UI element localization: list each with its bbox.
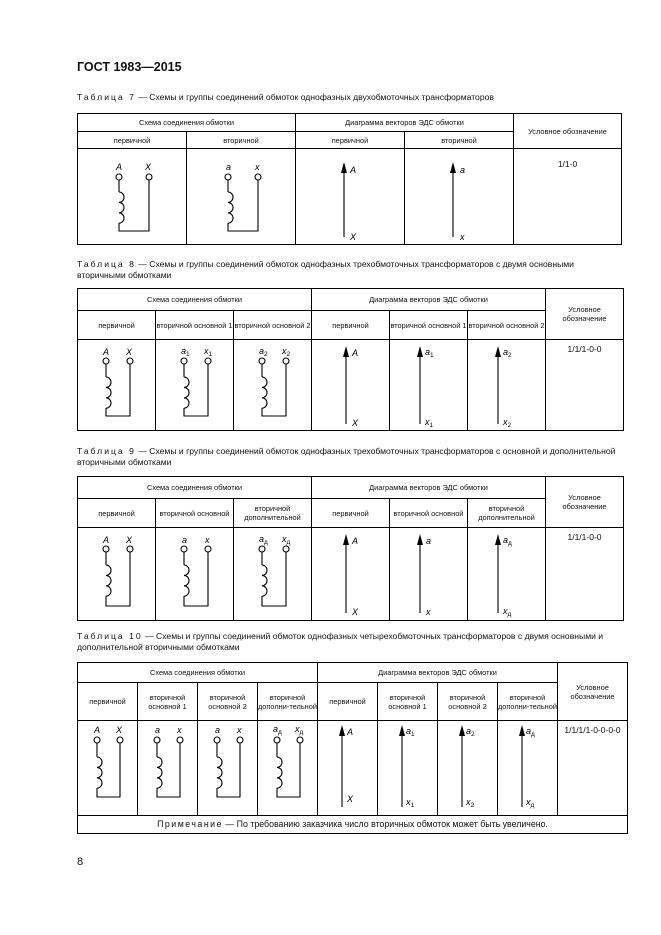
terminal-circle [146, 174, 152, 180]
terminal-label-x: x [205, 535, 210, 545]
arrow-head-icon [341, 162, 347, 173]
vector-label-x2: $x_2$ [503, 417, 512, 429]
table9-designation-header: Условное обозначение [546, 477, 624, 528]
winding-wire [97, 743, 120, 797]
table10-scheme-secondary-main2 [198, 721, 258, 816]
table8-vector-header: Диаграмма векторов ЭДС обмотки [312, 289, 546, 311]
table9-vector-secondary-main [390, 528, 468, 621]
arrow-head-icon [343, 534, 349, 545]
winding-scheme-diagram [78, 528, 155, 620]
vector-label-X: X [352, 607, 359, 617]
coil-icon [262, 377, 267, 408]
table9-number: Таблица 9 [77, 446, 136, 456]
terminal-label-X: X [145, 162, 152, 172]
vector-label-ad: $a_д$ [503, 535, 512, 547]
emf-vector-diagram [468, 340, 545, 430]
terminal-circle [103, 358, 109, 364]
table8-scheme-primary [78, 340, 156, 431]
document-header: ГОСТ 1983—2015 [77, 60, 182, 74]
emf-vector-diagram [312, 340, 389, 430]
table10-designation-header: Условное обозначение [558, 663, 628, 721]
table10-scheme-secondary-additional [258, 721, 318, 816]
table9-col-primary: первичной [78, 499, 156, 528]
emf-vector-diagram [390, 340, 467, 430]
table10-col-primary: первичной [78, 683, 138, 721]
vector-label-a: a [426, 536, 432, 546]
terminal-circle [255, 174, 261, 180]
winding-wire [106, 552, 130, 606]
winding-wire [184, 552, 208, 606]
vector-label-x2: $x_2$ [466, 797, 475, 809]
table10-designation-value: 1/1/1/1-0-0-0-0 [564, 725, 621, 735]
terminal-circle [237, 737, 243, 743]
coil-icon [184, 377, 189, 408]
table10-vector-secondary-additional [498, 721, 558, 816]
vector-label-X: X [352, 418, 359, 428]
vector-label-a1: $a_1$ [406, 726, 415, 738]
terminal-label-X: X [126, 347, 133, 357]
winding-wire [262, 364, 286, 416]
vector-label-A: A [352, 536, 359, 546]
table10-note [78, 816, 628, 834]
table9-vector-header: Диаграмма векторов ЭДС обмотки [312, 477, 546, 499]
coil-icon [106, 565, 111, 596]
table8-col-primary-vector: первичной [312, 311, 390, 340]
table9-designation-value: 1/1/1-0-0 [567, 532, 602, 542]
table9-col-secondary-additional-vector: вторичной дополнительной [468, 499, 546, 528]
coil-icon [184, 565, 189, 596]
emf-vector-diagram [498, 721, 557, 815]
vector-label-ad: $a_д$ [526, 726, 535, 738]
table8-vector-secondary-main2 [468, 340, 546, 431]
page-number: 8 [77, 856, 84, 868]
winding-scheme-diagram [78, 149, 186, 244]
winding-scheme-diagram [156, 528, 233, 620]
arrow-head-icon [450, 162, 456, 173]
coil-icon [106, 377, 111, 408]
table8-designation-cell [546, 340, 624, 431]
table10-col-secondary-main1-vector: вторичной основной 1 [378, 683, 438, 721]
table9-title: — Схемы и группы соединений обмоток однофазных трехобмоточных трансформаторов с основной и дополнительной вторичными обмотками [77, 446, 616, 467]
terminal-circle [177, 737, 183, 743]
table8-scheme-secondary-main1 [156, 340, 234, 431]
terminal-circle [127, 358, 133, 364]
arrow-head-icon [519, 725, 525, 736]
coil-icon [119, 192, 124, 223]
coil-icon [262, 565, 267, 596]
winding-wire [262, 552, 286, 606]
table7 [77, 113, 622, 245]
emf-vector-diagram [390, 528, 467, 620]
terminal-circle [205, 546, 211, 552]
table9-scheme-secondary-main [156, 528, 234, 621]
emf-vector-diagram [312, 528, 389, 620]
terminal-circle [94, 737, 100, 743]
table9-col-secondary-main: вторичной основной [156, 499, 234, 528]
terminal-label-a2: $a_2$ [259, 346, 268, 358]
arrow-head-icon [459, 725, 465, 736]
table8-vector-primary [312, 340, 390, 431]
table7-caption [77, 92, 617, 103]
table10-vector-header: Диаграмма векторов ЭДС обмотки [318, 663, 558, 683]
terminal-label-x: x [177, 725, 182, 735]
table9-col-secondary-additional: вторичной дополнительной [234, 499, 312, 528]
vector-label-a: a [460, 165, 466, 175]
emf-vector-diagram [296, 149, 404, 244]
terminal-circle [225, 174, 231, 180]
terminal-label-ad: $a_д$ [259, 534, 268, 546]
table8-col-primary: первичной [78, 311, 156, 340]
terminal-circle [297, 737, 303, 743]
winding-scheme-diagram [78, 340, 155, 430]
table8-col-secondary-main1-vector: вторичной основной 1 [390, 311, 468, 340]
winding-wire [106, 364, 130, 416]
arrow-head-icon [417, 346, 423, 357]
coil-icon [97, 757, 102, 788]
table10-vector-secondary-main2 [438, 721, 498, 816]
table8-scheme-secondary-main2 [234, 340, 312, 431]
terminal-circle [116, 174, 122, 180]
arrow-head-icon [339, 725, 345, 736]
terminal-label-X: X [126, 535, 133, 545]
winding-wire [217, 743, 240, 797]
table10-number: Таблица 10 [77, 631, 143, 641]
terminal-circle [154, 737, 160, 743]
terminal-circle [274, 737, 280, 743]
terminal-label-a: a [215, 725, 221, 735]
table8-designation-header: Условное обозначение [546, 289, 624, 340]
vector-label-X: X [347, 794, 354, 804]
terminal-label-A: A [103, 347, 110, 357]
terminal-circle [283, 546, 289, 552]
table8-scheme-header: Схема соединения обмотки [78, 289, 312, 311]
terminal-circle [127, 546, 133, 552]
vector-label-A: A [350, 165, 357, 175]
terminal-label-a1: $a_1$ [181, 346, 190, 358]
terminal-circle [259, 546, 265, 552]
emf-vector-diagram [318, 721, 377, 815]
table9 [77, 476, 624, 621]
table9-col-primary-vector: первичной [312, 499, 390, 528]
table7-col-secondary: вторичной [187, 132, 296, 149]
table10-note-text: — По требованию заказчика число вторичных обмоток может быть увеличено. [222, 819, 548, 829]
coil-icon [277, 757, 282, 788]
table7-vector-header: Диаграмма векторов ЭДС обмотки [296, 114, 514, 132]
table8-designation-value: 1/1/1-0-0 [567, 344, 602, 354]
table10-col-secondary-additional: вторичной дополни-тельной [258, 683, 318, 721]
table7-designation-header: Условное обозначение [514, 114, 622, 149]
terminal-circle [103, 546, 109, 552]
terminal-label-xd: $x_д$ [282, 534, 291, 546]
terminal-label-xd: $x_д$ [295, 724, 304, 736]
table8-col-secondary-main1: вторичной основной 1 [156, 311, 234, 340]
winding-scheme-diagram [198, 721, 257, 815]
table7-col-secondary-vector: вторичной [405, 132, 514, 149]
table10-title: — Схемы и группы соединений обмоток однофазных четырехобмоточных трансформаторов с двумя основными и дополнительной вторичными обмотками [77, 631, 604, 652]
terminal-label-x: x [255, 162, 260, 172]
arrow-head-icon [495, 346, 501, 357]
table8 [77, 288, 624, 431]
table9-scheme-secondary-additional [234, 528, 312, 621]
table8-caption [77, 259, 617, 281]
terminal-label-A: A [116, 162, 123, 172]
table8-vector-secondary-main1 [390, 340, 468, 431]
vector-label-a1: $a_1$ [425, 347, 434, 359]
vector-label-a2: $a_2$ [466, 726, 475, 738]
vector-label-x1: $x_1$ [425, 417, 434, 429]
table9-caption [77, 446, 617, 468]
table7-scheme-primary [78, 149, 187, 245]
terminal-circle [117, 737, 123, 743]
table7-scheme-secondary [187, 149, 296, 245]
table10-vector-primary [318, 721, 378, 816]
table10-col-secondary-additional-vector: вторичной дополни-тельной [498, 683, 558, 721]
table10-note-label: Примечание [157, 819, 223, 829]
terminal-label-a: a [155, 725, 161, 735]
winding-wire [157, 743, 180, 797]
arrow-head-icon [343, 346, 349, 357]
table9-vector-secondary-additional [468, 528, 546, 621]
table10 [77, 662, 628, 834]
table7-col-primary-vector: первичной [296, 132, 405, 149]
terminal-label-x2: $x_2$ [282, 346, 291, 358]
terminal-circle [283, 358, 289, 364]
table7-number: Таблица 7 [77, 92, 136, 102]
terminal-circle [214, 737, 220, 743]
winding-scheme-diagram [187, 149, 295, 244]
table8-col-secondary-main2: вторичной основной 2 [234, 311, 312, 340]
table10-scheme-primary [78, 721, 138, 816]
emf-vector-diagram [468, 528, 545, 620]
winding-scheme-diagram [234, 340, 311, 430]
emf-vector-diagram [405, 149, 513, 244]
coil-icon [157, 757, 162, 788]
terminal-label-x1: $x_1$ [204, 346, 213, 358]
terminal-circle [181, 358, 187, 364]
table10-scheme-header: Схема соединения обмотки [78, 663, 318, 683]
table10-col-secondary-main1: вторичной основной 1 [138, 683, 198, 721]
table10-designation-cell [558, 721, 628, 816]
table7-vector-primary [296, 149, 405, 245]
vector-label-xd: $x_д$ [526, 797, 535, 809]
terminal-label-X: X [116, 725, 123, 735]
winding-wire [184, 364, 208, 416]
table8-col-secondary-main2-vector: вторичной основной 2 [468, 311, 546, 340]
terminal-label-A: A [103, 535, 110, 545]
arrow-head-icon [399, 725, 405, 736]
vector-label-x: x [460, 232, 465, 242]
terminal-label-a: a [182, 535, 188, 545]
table10-scheme-secondary-main1 [138, 721, 198, 816]
table7-vector-secondary [405, 149, 514, 245]
coil-icon [228, 192, 233, 223]
emf-vector-diagram [438, 721, 497, 815]
vector-label-X: X [350, 232, 357, 242]
winding-scheme-diagram [234, 528, 311, 620]
table10-col-secondary-main2-vector: вторичной основной 2 [438, 683, 498, 721]
vector-label-a2: $a_2$ [503, 347, 512, 359]
winding-scheme-diagram [78, 721, 137, 815]
table9-designation-cell [546, 528, 624, 621]
winding-scheme-diagram [258, 721, 317, 815]
terminal-label-x: x [237, 725, 242, 735]
terminal-circle [259, 358, 265, 364]
table10-col-secondary-main2: вторичной основной 2 [198, 683, 258, 721]
terminal-label-A: A [94, 725, 101, 735]
table7-designation-cell [514, 149, 622, 245]
table7-title: — Схемы и группы соединений обмоток однофазных двухобмоточных трансформаторов [135, 92, 494, 102]
table9-scheme-primary [78, 528, 156, 621]
table7-scheme-header: Схема соединения обмотки [78, 114, 296, 132]
arrow-head-icon [417, 534, 423, 545]
table10-vector-secondary-main1 [378, 721, 438, 816]
table8-title: — Схемы и группы соединений обмоток однофазных трехобмоточных трансформаторов с двумя основными вторичными обмотками [77, 259, 574, 280]
vector-label-xd: $x_д$ [503, 606, 512, 618]
vector-label-A: A [352, 348, 359, 358]
arrow-head-icon [495, 534, 501, 545]
table10-caption [77, 631, 617, 653]
table7-col-primary: первичной [78, 132, 187, 149]
vector-label-x: x [426, 607, 431, 617]
table7-designation-value: 1/1-0 [557, 159, 578, 169]
terminal-circle [205, 358, 211, 364]
terminal-circle [181, 546, 187, 552]
coil-icon [217, 757, 222, 788]
winding-scheme-diagram [156, 340, 233, 430]
terminal-label-a: a [226, 162, 232, 172]
winding-scheme-diagram [138, 721, 197, 815]
table9-vector-primary [312, 528, 390, 621]
table10-col-primary-vector: первичной [318, 683, 378, 721]
vector-label-A: A [347, 727, 354, 737]
table9-col-secondary-main-vector: вторичной основной [390, 499, 468, 528]
vector-label-x1: $x_1$ [406, 797, 415, 809]
table8-number: Таблица 8 [77, 259, 136, 269]
terminal-label-ad: $a_д$ [273, 724, 282, 736]
emf-vector-diagram [378, 721, 437, 815]
table9-scheme-header: Схема соединения обмотки [78, 477, 312, 499]
winding-wire [277, 743, 300, 797]
